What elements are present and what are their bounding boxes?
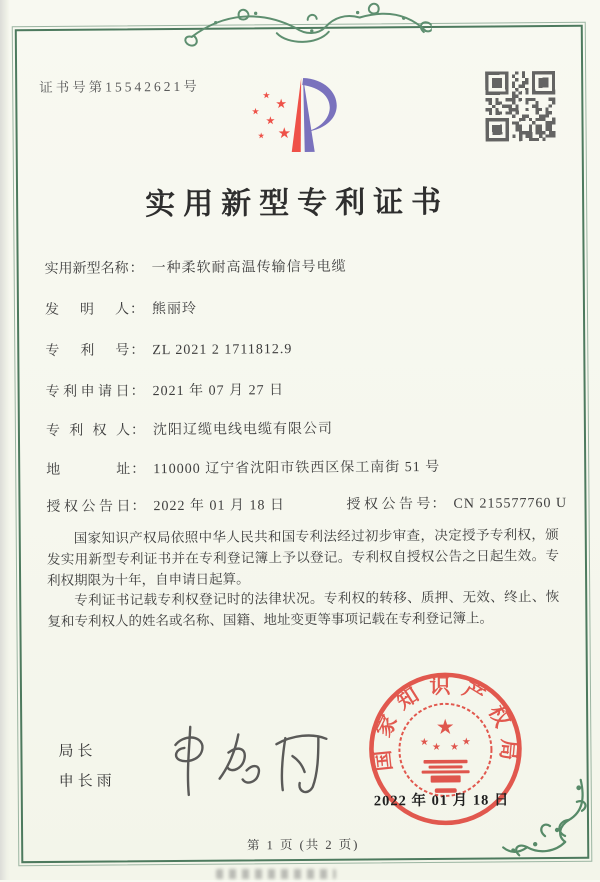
- seal-date: 2022 年 01 月 18 日: [373, 792, 510, 810]
- signer-block: [58, 739, 115, 799]
- svg-text:★: ★: [419, 736, 429, 749]
- field-colon: ：: [129, 261, 144, 277]
- field-value: 熊丽玲: [151, 301, 198, 318]
- legal-paragraphs: [47, 525, 560, 633]
- svg-text:★: ★: [431, 741, 441, 753]
- svg-text:★: ★: [257, 131, 265, 141]
- field-row-utility-model-name: [45, 256, 347, 278]
- field-row-patentee: [46, 418, 333, 440]
- signer-post: 局长: [58, 743, 97, 760]
- page-footer: 第 1 页 (共 2 页): [246, 837, 360, 853]
- field-label: 实用新型名称: [44, 261, 129, 277]
- grant-number-value: CN 215577760 U: [453, 495, 568, 512]
- grant-number-label: 授权公告号: [346, 496, 431, 513]
- paragraph-grant-statement: 国家知识产权局依照中华人民共和国专利法经过初步审查，决定授予专利权，颁发实用新型专利证书并在专利登记簿上予以登记。专利权自授权公告之日起生效。专利权期限为十年，自申请日起算。: [46, 526, 559, 588]
- next-page-text-fragment: [216, 869, 336, 879]
- logo-stars: [251, 91, 291, 142]
- certificate-number: 证书号第15542621号: [39, 78, 200, 96]
- field-value: 沈阳辽缆电线电缆有限公司: [152, 421, 333, 439]
- field-value: 一种柔软耐高温传输信号电缆: [151, 259, 347, 277]
- svg-text:★: ★: [275, 97, 288, 113]
- grant-number-pair: [346, 492, 567, 514]
- certificate-title: 实用新型专利证书: [145, 185, 450, 222]
- svg-text:★: ★: [262, 91, 271, 102]
- cnipa-logo: [235, 71, 364, 156]
- field-colon: ：: [130, 343, 145, 359]
- grant-date-label: 授权公告日: [46, 499, 131, 515]
- field-colon: ：: [131, 462, 146, 478]
- field-row-filing-date: [46, 379, 285, 401]
- paragraph-register-statement: 专利证书记载专利权登记时的法律状况。专利权的转移、质押、无效、终止、恢复和专利权人的姓名或名称、国籍、地址变更等事项记载在专利登记簿上。: [47, 589, 560, 630]
- top-flourish-ornament: [182, 1, 432, 57]
- logo-cone: [291, 78, 315, 152]
- field-colon: ：: [130, 423, 145, 439]
- field-colon: ：: [129, 302, 145, 318]
- seal-circular-text: 国家知识产权局: [369, 673, 522, 773]
- field-colon: ：: [431, 496, 446, 512]
- national-emblem: [420, 715, 472, 793]
- field-label: 发明人: [44, 302, 130, 318]
- field-row-patent-number: [45, 338, 292, 360]
- svg-text:★: ★: [461, 736, 471, 748]
- field-label: 专利权人: [45, 423, 130, 439]
- field-row-inventor: [45, 298, 197, 319]
- svg-text:★: ★: [277, 124, 292, 143]
- signer-name: 申长雨: [58, 773, 116, 790]
- grant-date-value: 2022 年 01 月 18 日: [153, 498, 286, 515]
- commissioner-signature: [158, 712, 349, 805]
- qr-code: [485, 71, 556, 142]
- field-row-address: [46, 456, 440, 479]
- field-value: 110000 辽宁省沈阳市铁西区保工南街 51 号: [153, 459, 441, 478]
- field-label: 专利号: [45, 343, 130, 359]
- field-label: 专利申请日: [45, 384, 130, 400]
- svg-text:★: ★: [265, 114, 276, 128]
- svg-text:★: ★: [449, 741, 459, 753]
- field-colon: ：: [130, 384, 145, 400]
- emblem-big-star: ★: [435, 714, 455, 739]
- field-colon: ：: [131, 499, 146, 515]
- field-value: ZL 2021 2 1711812.9: [152, 342, 293, 359]
- field-label: 地址: [46, 462, 131, 478]
- field-value: 2021 年 07 月 27 日: [152, 383, 285, 400]
- svg-text:★: ★: [251, 107, 260, 118]
- grant-row: [46, 492, 568, 516]
